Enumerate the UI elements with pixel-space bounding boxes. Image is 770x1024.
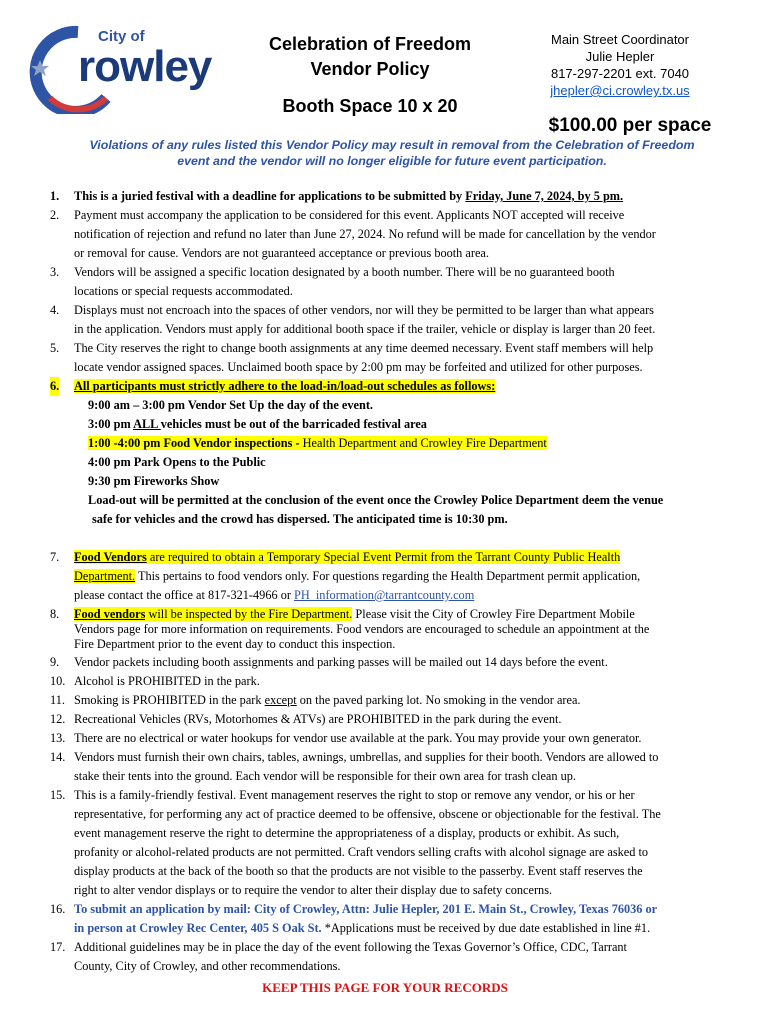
coordinator-name: Julie Hepler — [585, 49, 655, 64]
item-text: or removal for cause. Vendors are not guaranteed acceptance or previous booth area. — [74, 246, 489, 260]
item-number: 14. — [50, 750, 66, 764]
item-text: locate vendor assigned spaces. Unclaimed booth space by 2:00 pm may be forfeited and utilized for other purposes. — [74, 360, 643, 374]
item-text: in the application. Vendors must apply for additional booth space if the trailer, vehicle or display is larger than 20 feet. — [74, 322, 656, 336]
coordinator-phone: 817-297-2201 ext. 7040 — [550, 66, 690, 81]
warning-line-2: event and the vendor will no longer eligible for future event participation. — [177, 154, 607, 168]
schedule-loadout-2: safe for vehicles and the crowd has dispersed. The anticipated time is 10:30 pm. — [92, 512, 508, 526]
list-item-8 — [50, 607, 750, 652]
item-text: Payment must accompany the application to be considered for this event. Applicants NOT accepted will receive — [74, 208, 625, 222]
item-text: Recreational Vehicles (RVs, Motorhomes & ATVs) are PROHIBITED in the park during the event. — [74, 712, 562, 726]
food-vendors-label: Food vendors — [74, 607, 146, 621]
list-item-2 — [50, 206, 750, 263]
food-vendors-label: Food Vendors — [74, 550, 147, 564]
schedule-vehicles — [88, 415, 748, 434]
list-item-6 — [50, 377, 750, 396]
list-item-13 — [50, 729, 750, 748]
item-text: representative, for performing any act of practice deemed to be offensive, obscene or objectionable for the festival. The — [74, 807, 661, 821]
health-email-link[interactable]: PH_information@tarrantcounty.com — [294, 588, 475, 602]
schedule-text: 1:00 -4:00 pm Food Vendor inspections - — [88, 436, 303, 450]
item-text: Vendors must furnish their own chairs, tables, awnings, umbrellas, and supplies for their booth. Vendors are allowed to — [74, 750, 659, 764]
item-number: 9. — [50, 655, 60, 669]
item-number: 1. — [50, 189, 60, 203]
item-number: 17. — [50, 940, 66, 954]
item-text: are required to obtain a Temporary Special Event Permit from the Tarrant County Public Health — [146, 550, 621, 564]
list-item-9 — [50, 653, 750, 672]
item-text: Vendor packets including booth assignments and parking passes will be mailed out 14 days before the event. — [74, 655, 608, 669]
item-text: right to alter vendor displays or to require the vendor to alter their display due to safety concerns. — [74, 883, 553, 897]
item-number: 12. — [50, 712, 66, 726]
list-item-7 — [50, 548, 750, 605]
item-text: will be inspected by the Fire Department. — [145, 607, 353, 621]
doc-subtitle: Vendor Policy — [310, 59, 430, 79]
item-text: except — [264, 693, 297, 707]
item-number: 4. — [50, 303, 60, 317]
item-text: All participants must strictly adhere to the load-in/load-out schedules as follows: — [74, 379, 496, 393]
list-item-10 — [50, 672, 750, 691]
list-item-12 — [50, 710, 750, 729]
schedule-all: ALL — [133, 417, 161, 431]
city-logo — [28, 24, 212, 114]
list-item-1 — [50, 187, 750, 206]
price: $100.00 per space — [548, 115, 712, 136]
list-item-4 — [50, 301, 750, 339]
item-text: Displays must not encroach into the spaces of other vendors, nor will they be permitted to be larger than what appears — [74, 303, 654, 317]
item-text: notification of rejection and refund no later than June 27, 2024. No refund will be made for cancellation by the vendor — [74, 227, 656, 241]
list-item-14 — [50, 748, 750, 786]
list-item-5 — [50, 339, 750, 377]
schedule-inspections — [88, 434, 748, 453]
doc-title: Celebration of Freedom — [268, 34, 472, 54]
list-item-3 — [50, 263, 750, 301]
item-number: 8. — [50, 607, 60, 621]
logo-name: rowley — [78, 42, 212, 91]
item-text: Please visit the City of Crowley Fire Department Mobile — [352, 607, 635, 621]
list-item-11 — [50, 691, 750, 710]
booth-size: Booth Space 10 x 20 — [282, 96, 458, 116]
coordinator-email-link[interactable]: jhepler@ci.crowley.tx.us — [550, 83, 690, 98]
item-number: 7. — [50, 550, 60, 564]
item-number: 15. — [50, 788, 66, 802]
item-text: stake their tents into the ground. Each vendor will be responsible for their own area for trash clean up. — [74, 769, 576, 783]
item-text: event management reserve the right to determine the appropriateness of a display, products or exhibit. As such, — [74, 826, 620, 840]
item-text: Vendors page for more information on requirements. Food vendors are encouraged to schedule an appointment at the — [74, 622, 650, 636]
item-text: locations or special requests accommodated. — [74, 284, 293, 298]
item-text: please contact the office at 817-321-4966 or — [74, 588, 295, 602]
item-text: on the paved parking lot. No smoking in the vendor area. — [296, 693, 581, 707]
item-text: Vendors will be assigned a specific location designated by a booth number. There will be no guaranteed booth — [74, 265, 615, 279]
footer-notice: KEEP THIS PAGE FOR YOUR RECORDS — [262, 980, 508, 995]
item-text: in person at Crowley Rec Center, 405 S Oak St. — [74, 921, 325, 935]
item-text: County, City of Crowley, and other recommendations. — [74, 959, 341, 973]
coordinator-contact — [520, 31, 720, 99]
item-text: To submit an application by mail: City of Crowley, Attn: Julie Hepler, 201 E. Main St., Crowley, Texas 76036 or — [74, 902, 658, 916]
schedule-time: 3:00 pm — [88, 417, 134, 431]
item-number: 13. — [50, 731, 66, 745]
schedule-setup: 9:00 am – 3:00 pm Vendor Set Up the day of the event. — [88, 398, 373, 412]
item-number: 2. — [50, 208, 60, 222]
item-number: 10. — [50, 674, 66, 688]
item-text: Additional guidelines may be in place the day of the event following the Texas Governor’s Office, CDC, Tarrant — [74, 940, 627, 954]
deadline-text: Friday, June 7, 2024, by 5 pm. — [465, 189, 624, 203]
warning-line-1: Violations of any rules listed this Vendor Policy may result in removal from the Celebration of Freedom — [89, 138, 695, 152]
schedule-park-opens: 4:00 pm Park Opens to the Public — [88, 455, 266, 469]
list-item-17 — [50, 938, 750, 976]
item-text: Fire Department prior to the event day to conduct this inspection. — [74, 637, 396, 651]
item-text: There are no electrical or water hookups for vendor use available at the park. You may provide your own generator. — [74, 731, 642, 745]
item-number: 3. — [50, 265, 60, 279]
item-text: The City reserves the right to change booth assignments at any time deemed necessary. Event staff members will help — [74, 341, 654, 355]
item-number: 11. — [50, 693, 65, 707]
item-text: Department. — [74, 569, 136, 583]
violation-warning — [40, 137, 744, 169]
schedule-text: Health Department and Crowley Fire Department — [302, 436, 547, 450]
item-text: display products at the back of the booth so that the products are not visible to the passerby. Event staff reserves the — [74, 864, 643, 878]
coordinator-role: Main Street Coordinator — [550, 32, 689, 47]
item-text: profanity or alcohol-related products are not permitted. Craft vendors selling crafts with alcohol signage are asked to — [74, 845, 649, 859]
item-text: Alcohol is PROHIBITED in the park. — [74, 674, 260, 688]
list-item-15 — [50, 786, 750, 900]
list-item-16 — [50, 900, 750, 938]
item-number: 5. — [50, 341, 60, 355]
logo-city-of: City of — [98, 28, 145, 45]
item-text: Smoking is PROHIBITED in the park — [74, 693, 265, 707]
item-number: 6. — [50, 377, 59, 396]
schedule-text: vehicles must be out of the barricaded festival area — [160, 417, 427, 431]
item-text: This is a family-friendly festival. Event management reserves the right to stop or remove any vendor, or his or her — [74, 788, 635, 802]
item-text: This is a juried festival with a deadline for applications to be submitted by — [74, 189, 466, 203]
item-text: *Applications must be received by due date established in line #1. — [324, 921, 651, 935]
item-number: 16. — [50, 902, 66, 916]
schedule-fireworks: 9:30 pm Fireworks Show — [88, 474, 220, 488]
item-text: This pertains to food vendors only. For questions regarding the Health Department permit application, — [135, 569, 641, 583]
schedule-loadout: Load-out will be permitted at the conclusion of the event once the Crowley Police Department deem the venue — [88, 493, 664, 507]
